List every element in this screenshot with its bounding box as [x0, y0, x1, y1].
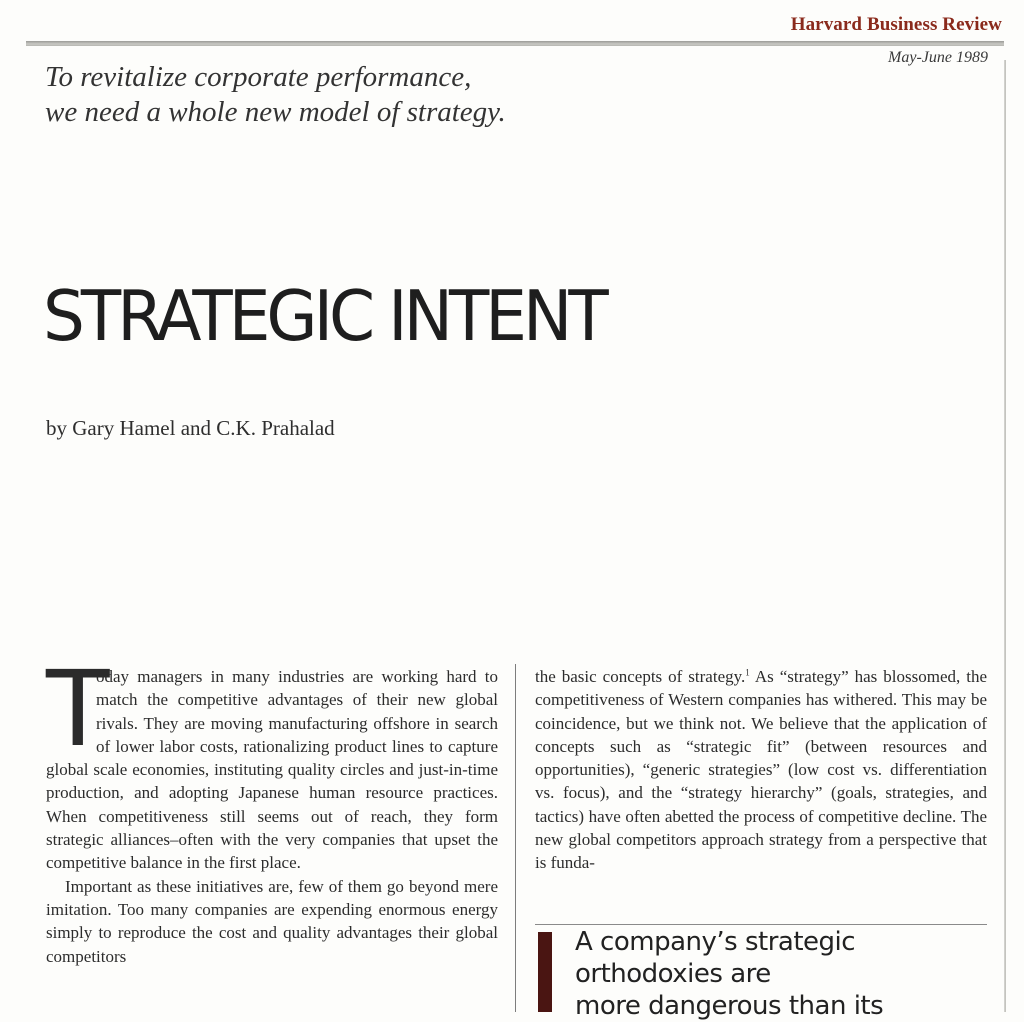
body-column-right — [535, 665, 987, 875]
issue-date: May-June 1989 — [888, 49, 988, 66]
body-paragraph-1 — [46, 648, 498, 875]
page-edge-shadow — [1004, 60, 1006, 1012]
top-rule — [26, 41, 1004, 46]
pull-quote-line-2: orthodoxies are — [575, 959, 771, 989]
paragraph-1-text: oday managers in many industries are working hard to match the competitive advantages of their new global rivals. They are moving manufacturing offshore in search of lower labor costs, rationalizing product lines to capture global scale economies, instituting quality circles and just-in-time production, and adopting Japanese human resource practices. When competitiveness still seems out of reach, they form strategic alliances–often with the very companies that upset the competitive balance in the first place. — [46, 667, 498, 873]
body-column-left — [46, 648, 498, 968]
article-deck — [45, 60, 665, 130]
deck-line-2: we need a whole new model of strategy. — [45, 96, 506, 128]
column-divider — [515, 664, 516, 1012]
pull-quote-rule — [535, 924, 987, 925]
body-paragraph-2: Important as these initiatives are, few of them go beyond mere imitation. Too many companies are expending enormous energy simply to reproduce the cost and quality advantages their global competitors — [46, 876, 498, 966]
pull-quote-line-3: more dangerous than its — [575, 991, 884, 1021]
pull-quote-line-1: A company’s strategic — [575, 927, 856, 957]
masthead-publication: Harvard Business Review — [790, 14, 1002, 35]
right-text-b: As “strategy” has blossomed, the competitiveness of Western companies has withered. This may be coincidence, but we think not. We believe that the application of concepts such as “strategic fit” (between resources and opportunities), “generic strategies” (low cost vs. differentiation vs. focus), and the “strategy hierarchy” (goals, strategies, and tactics) have often abetted the process of competitive decline. The new global competitors approach strategy from a perspective that is funda- — [535, 667, 988, 873]
dropcap: T — [46, 648, 110, 770]
right-text-a: the basic concepts of strategy. — [535, 667, 746, 686]
pull-quote — [575, 926, 975, 1022]
footnote-ref[interactable]: 1 — [745, 667, 750, 678]
article-title: STRATEGIC INTENT — [43, 276, 605, 357]
byline: by Gary Hamel and C.K. Prahalad — [46, 416, 335, 440]
pull-quote-bar — [538, 932, 552, 1012]
deck-line-1: To revitalize corporate performance, — [45, 61, 472, 93]
body-paragraph-right — [535, 665, 987, 875]
